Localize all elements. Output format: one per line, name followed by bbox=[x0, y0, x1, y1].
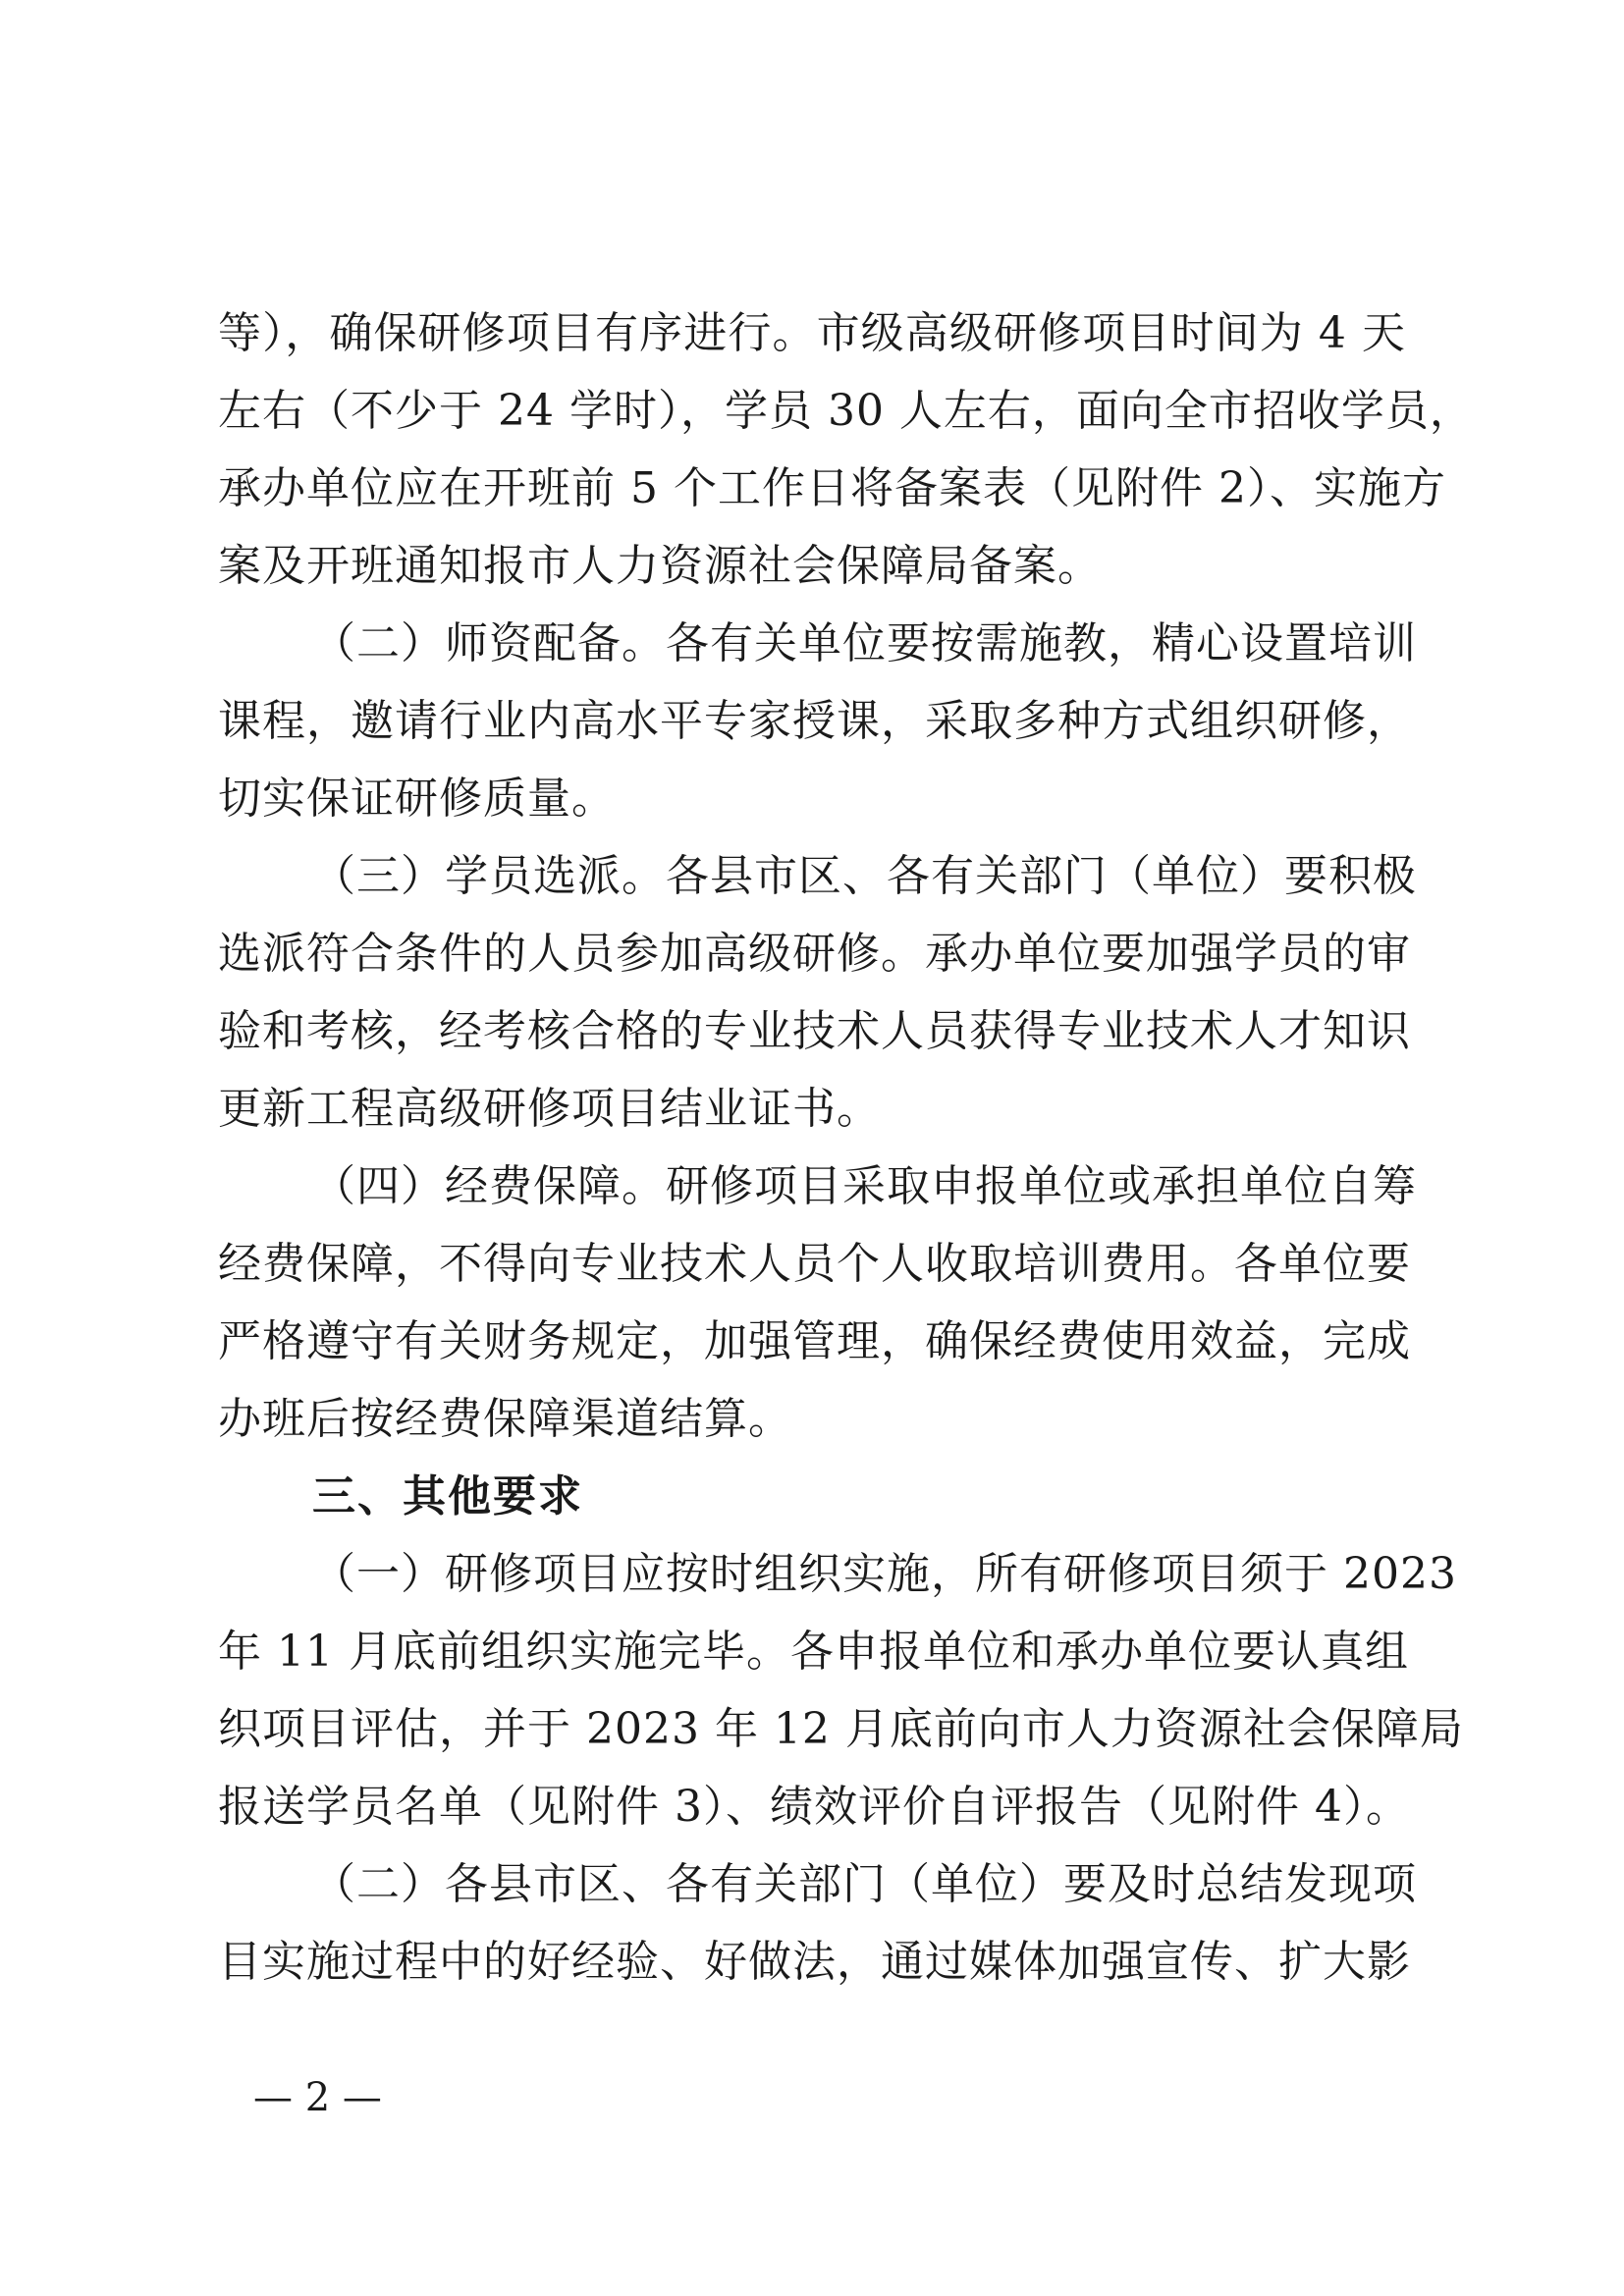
body-line: 年 11 月底前组织实施完毕。各申报单位和承办单位要认真组 bbox=[218, 1627, 1409, 1677]
body-line: 等），确保研修项目有序进行。市级高级研修项目时间为 4 天 bbox=[218, 308, 1406, 358]
body-line: 目实施过程中的好经验、好做法，通过媒体加强宣传、扩大影 bbox=[218, 1937, 1411, 1987]
page-number: — 2 — bbox=[253, 2075, 382, 2120]
body-line: 验和考核，经考核合格的专业技术人员获得专业技术人才知识 bbox=[218, 1006, 1411, 1056]
body-line: 案及开班通知报市人力资源社会保障局备案。 bbox=[218, 541, 1102, 591]
body-line: （二）师资配备。各有关单位要按需施教，精心设置培训 bbox=[312, 618, 1417, 668]
body-line: 选派符合条件的人员参加高级研修。承办单位要加强学员的审 bbox=[218, 929, 1411, 979]
body-line: 更新工程高级研修项目结业证书。 bbox=[218, 1084, 881, 1134]
body-line: （一）研修项目应按时组织实施，所有研修项目须于 2023 bbox=[312, 1549, 1457, 1599]
body-line: 办班后按经费保障渠道结算。 bbox=[218, 1394, 792, 1444]
body-line: 经费保障，不得向专业技术人员个人收取培训费用。各单位要 bbox=[218, 1239, 1411, 1289]
body-line: 切实保证研修质量。 bbox=[218, 774, 616, 824]
body-line: 承办单位应在开班前 5 个工作日将备案表（见附件 2）、实施方 bbox=[218, 463, 1446, 513]
body-line: 严格遵守有关财务规定，加强管理，确保经费使用效益，完成 bbox=[218, 1316, 1411, 1366]
body-line: 报送学员名单（见附件 3）、绩效评价自评报告（见附件 4）。 bbox=[218, 1782, 1410, 1832]
body-line: （四）经费保障。研修项目采取申报单位或承担单位自筹 bbox=[312, 1161, 1417, 1211]
body-line: （二）各县市区、各有关部门（单位）要及时总结发现项 bbox=[312, 1859, 1417, 1909]
body-line: 左右（不少于 24 学时），学员 30 人左右，面向全市招收学员， bbox=[218, 386, 1474, 436]
body-line: （三）学员选派。各县市区、各有关部门（单位）要积极 bbox=[312, 851, 1417, 901]
body-line: 课程，邀请行业内高水平专家授课，采取多种方式组织研修， bbox=[218, 696, 1411, 746]
body-line: 织项目评估，并于 2023 年 12 月底前向市人力资源社会保障局 bbox=[218, 1704, 1464, 1754]
section-heading: 三、其他要求 bbox=[312, 1471, 583, 1522]
